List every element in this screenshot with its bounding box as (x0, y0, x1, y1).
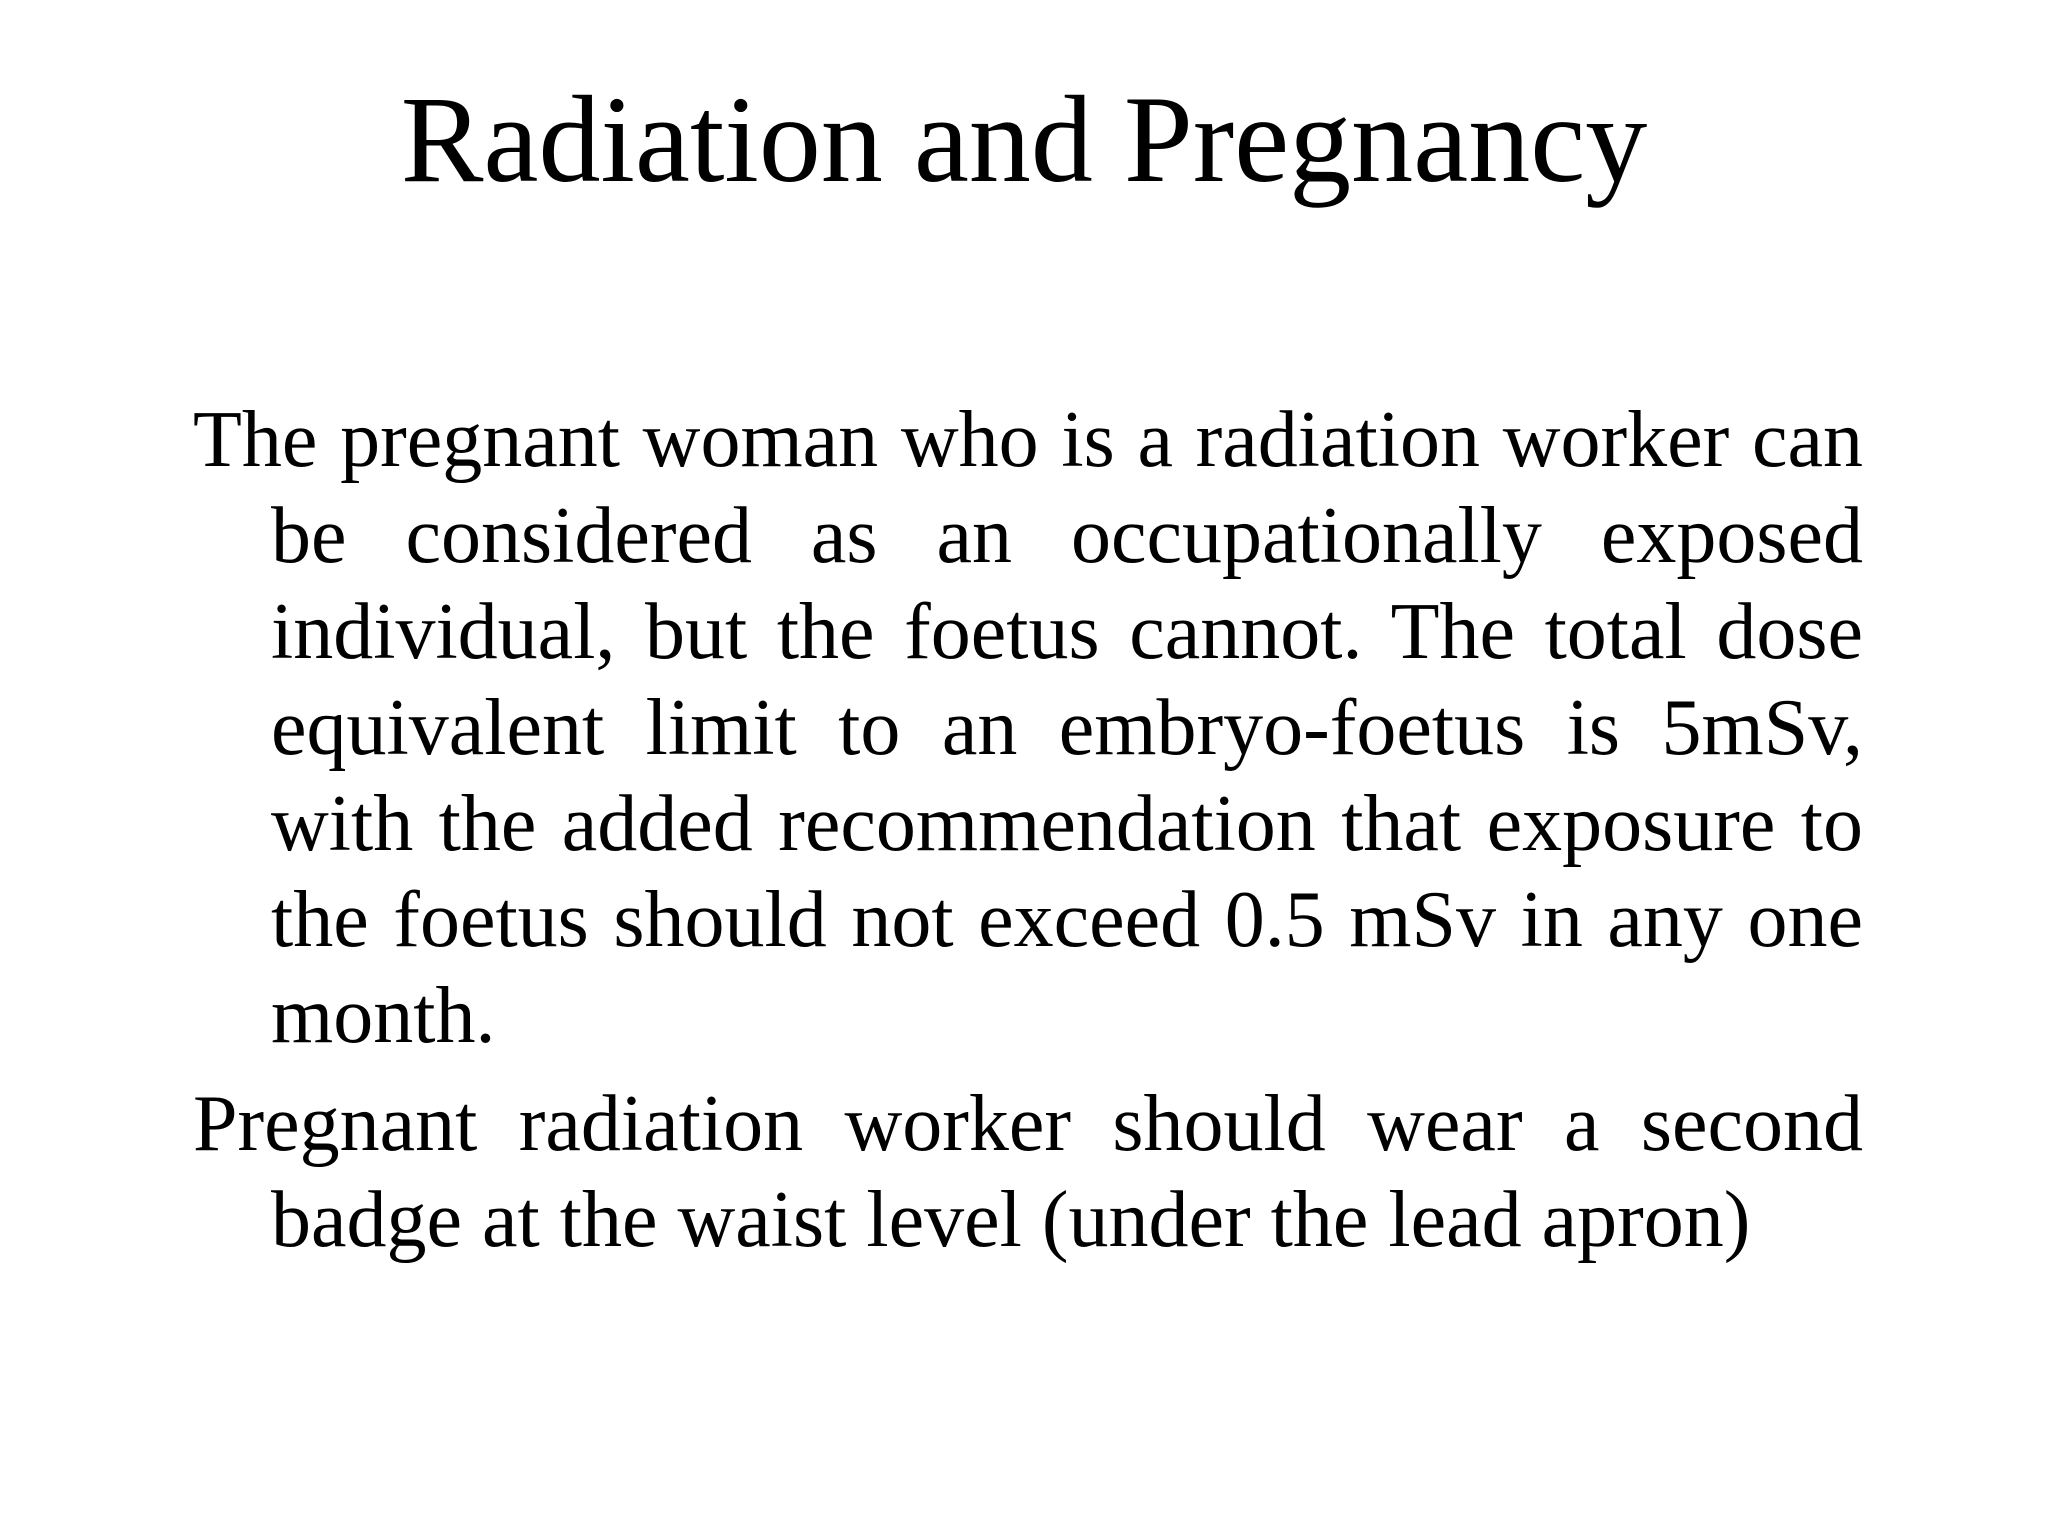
paragraph-second-badge: Pregnant radiation worker should wear a second badge at the waist level (under the lead apron) (193, 1080, 1863, 1264)
paragraph-occupational-exposure: The pregnant woman who is a radiation worker can be considered as an occupationally exposed individual, but the foetus cannot. The total dose equivalent limit to an embryo-foetus is 5mSv, with the added recommendation that exposure to the foetus should not exceed 0.5 mSv in any one month. (193, 396, 1863, 1060)
slide-body (193, 392, 1863, 1280)
slide-title: Radiation and Pregnancy (400, 71, 1648, 208)
